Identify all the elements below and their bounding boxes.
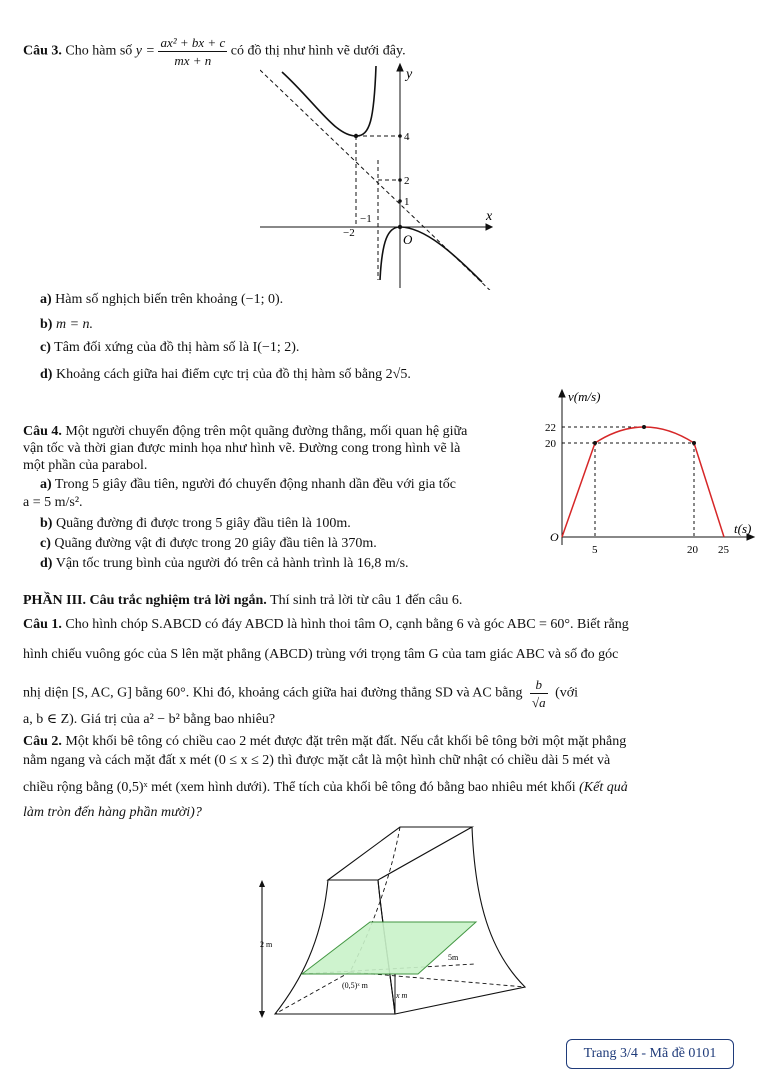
- q3-x-axis-label: x: [486, 209, 493, 224]
- q4-option-d: [40, 555, 409, 572]
- p3-q2-l3: chiều rộng bằng (0,5)ˣ mét (xem hình dưới). Thể tích của khối bê tông đó bằng bao nhiêu mét khối: [23, 780, 576, 795]
- p3-q1-line2: hình chiếu vuông góc của S lên mặt phẳng (ABCD) trùng với trọng tâm G của tam giác ABC và số đo góc: [23, 647, 619, 662]
- q3-b-text: m = n.: [55, 317, 94, 332]
- q3-y-axis-label: y: [406, 67, 413, 82]
- fig-height-label: 2 m: [260, 940, 273, 949]
- q3-tick-2: 2: [404, 175, 410, 187]
- p3-q1-l3b: (với: [555, 685, 579, 701]
- p3-q2-l1: Một khối bê tông có chiều cao 2 mét được đặt trên mặt đất. Nếu cắt khối bê tông bởi một mặt phẳng: [65, 734, 627, 749]
- q4-xtick-20: 20: [687, 544, 698, 556]
- q4-d-text: Vận tốc trung bình của người đó trên cả hành trình là 16,8 m/s.: [55, 556, 409, 571]
- q4-d-label: d): [40, 556, 53, 571]
- q4-stem-line3: một phần của parabol.: [23, 458, 148, 473]
- q3-frac-den: mx + n: [174, 53, 212, 68]
- q3-d-text: Khoảng cách giữa hai điểm cực trị của đồ thị hàm số bằng 2√5.: [55, 367, 411, 382]
- q3-tick-neg2: −2: [343, 227, 355, 239]
- q3-a-text: Hàm số nghịch biến trên khoảng (−1; 0).: [55, 292, 284, 307]
- q3-label: Câu 3.: [23, 43, 62, 59]
- p3-q1-fraction: [530, 676, 548, 711]
- q4-option-b: [40, 515, 351, 532]
- q4-a-label: a): [40, 477, 52, 492]
- q4-ytick-22: 22: [545, 422, 556, 434]
- p3-q1-frac-num: b: [530, 676, 548, 694]
- q3-tick-1: 1: [404, 196, 410, 208]
- part3-heading: [23, 592, 462, 609]
- q4-label: Câu 4.: [23, 424, 62, 439]
- p3-q1-line3: [23, 676, 578, 711]
- q4-option-a: [40, 476, 456, 493]
- q4-stem-line2: vận tốc và thời gian được minh họa như hình vẽ. Đường cong trong hình vẽ là: [23, 441, 461, 456]
- q3-c-label: c): [40, 340, 51, 355]
- q3-y-eq: y =: [135, 43, 155, 59]
- p3-q2-l3i: (Kết quả: [579, 780, 628, 795]
- q3-fraction: [158, 34, 227, 69]
- q3-frac-num: ax² + bx + c: [160, 35, 226, 50]
- q3-tail: có đồ thị như hình vẽ dưới đây.: [230, 43, 406, 59]
- q4-line1: Một người chuyển động trên một quãng đường thẳng, mối quan hệ giữa: [65, 424, 468, 439]
- p3-q1-label: Câu 1.: [23, 617, 62, 632]
- q4-b-label: b): [40, 516, 53, 531]
- q4-velocity-graph: [540, 385, 762, 565]
- q3-origin-label: O: [403, 232, 413, 247]
- page-footer-badge: Trang 3/4 - Mã đề 0101: [566, 1039, 734, 1069]
- q3-c-text: Tâm đối xứng của đồ thị hàm số là I(−1; 2).: [54, 340, 300, 355]
- p3-q1-line1: [23, 616, 629, 633]
- q3-option-a: [40, 291, 283, 308]
- p3-q2-line4: làm tròn đến hàng phần mười)?: [23, 805, 202, 820]
- concrete-block-figure: [250, 822, 530, 1020]
- part3-title: PHẦN III. Câu trắc nghiệm trả lời ngắn.: [23, 593, 267, 608]
- q3-function-graph: [260, 60, 500, 290]
- fig-width-label: (0,5)ˣ m: [342, 981, 368, 990]
- q4-origin-label: O: [550, 530, 559, 544]
- q4-option-c: [40, 535, 377, 552]
- q4-a-text: Trong 5 giây đầu tiên, người đó chuyển động nhanh dần đều với gia tốc: [54, 477, 456, 492]
- p3-q1-l3a: nhị diện [S, AC, G] bằng 60°. Khi đó, khoảng cách giữa hai đường thẳng SD và AC bằng: [23, 685, 523, 701]
- q4-xtick-25: 25: [718, 544, 729, 556]
- q4-ytick-20: 20: [545, 438, 556, 450]
- q4-stem-line1: [23, 423, 467, 440]
- q4-a-text2: a = 5 m/s².: [23, 495, 83, 510]
- p3-q1-line4: a, b ∈ Z). Giá trị của a² − b² bằng bao nhiêu?: [23, 712, 276, 727]
- q3-option-d: [40, 366, 411, 383]
- q3-d-label: d): [40, 367, 53, 382]
- p3-q1-l1: Cho hình chóp S.ABCD có đáy ABCD là hình thoi tâm O, cạnh bằng 6 và góc ABC = 60°. Biết rằng: [65, 617, 629, 632]
- q4-xtick-5: 5: [592, 544, 598, 556]
- p3-q2-line3: [23, 779, 628, 796]
- p3-q2-line2: nằm ngang và cách mặt đất x mét (0 ≤ x ≤ 2) thì được mặt cắt là một hình chữ nhật có chiều dài 5 mét và: [23, 753, 611, 768]
- q4-c-text: Quãng đường vật đi được trong 20 giây đầu tiên là 370m.: [54, 536, 377, 551]
- q3-tick-neg1: −1: [360, 213, 372, 225]
- q4-b-text: Quãng đường đi được trong 5 giây đầu tiên là 100m.: [55, 516, 351, 531]
- part3-title-tail: Thí sinh trả lời từ câu 1 đến câu 6.: [270, 593, 463, 608]
- p3-q2-line1: [23, 733, 626, 750]
- q3-option-c: [40, 339, 299, 356]
- q3-intro: Cho hàm số: [65, 43, 133, 59]
- q4-x-axis-label: t(s): [734, 521, 752, 536]
- p3-q2-label: Câu 2.: [23, 734, 62, 749]
- fig-length-label: 5m: [448, 953, 459, 962]
- q4-y-axis-label: v(m/s): [568, 389, 601, 404]
- q3-tick-4: 4: [404, 131, 410, 143]
- q3-a-label: a): [40, 292, 52, 307]
- p3-q1-frac-den: √a: [531, 695, 546, 710]
- q3-b-label: b): [40, 317, 53, 332]
- q4-c-label: c): [40, 536, 51, 551]
- q3-option-b: [40, 316, 93, 333]
- fig-x-label: x m: [396, 991, 408, 1000]
